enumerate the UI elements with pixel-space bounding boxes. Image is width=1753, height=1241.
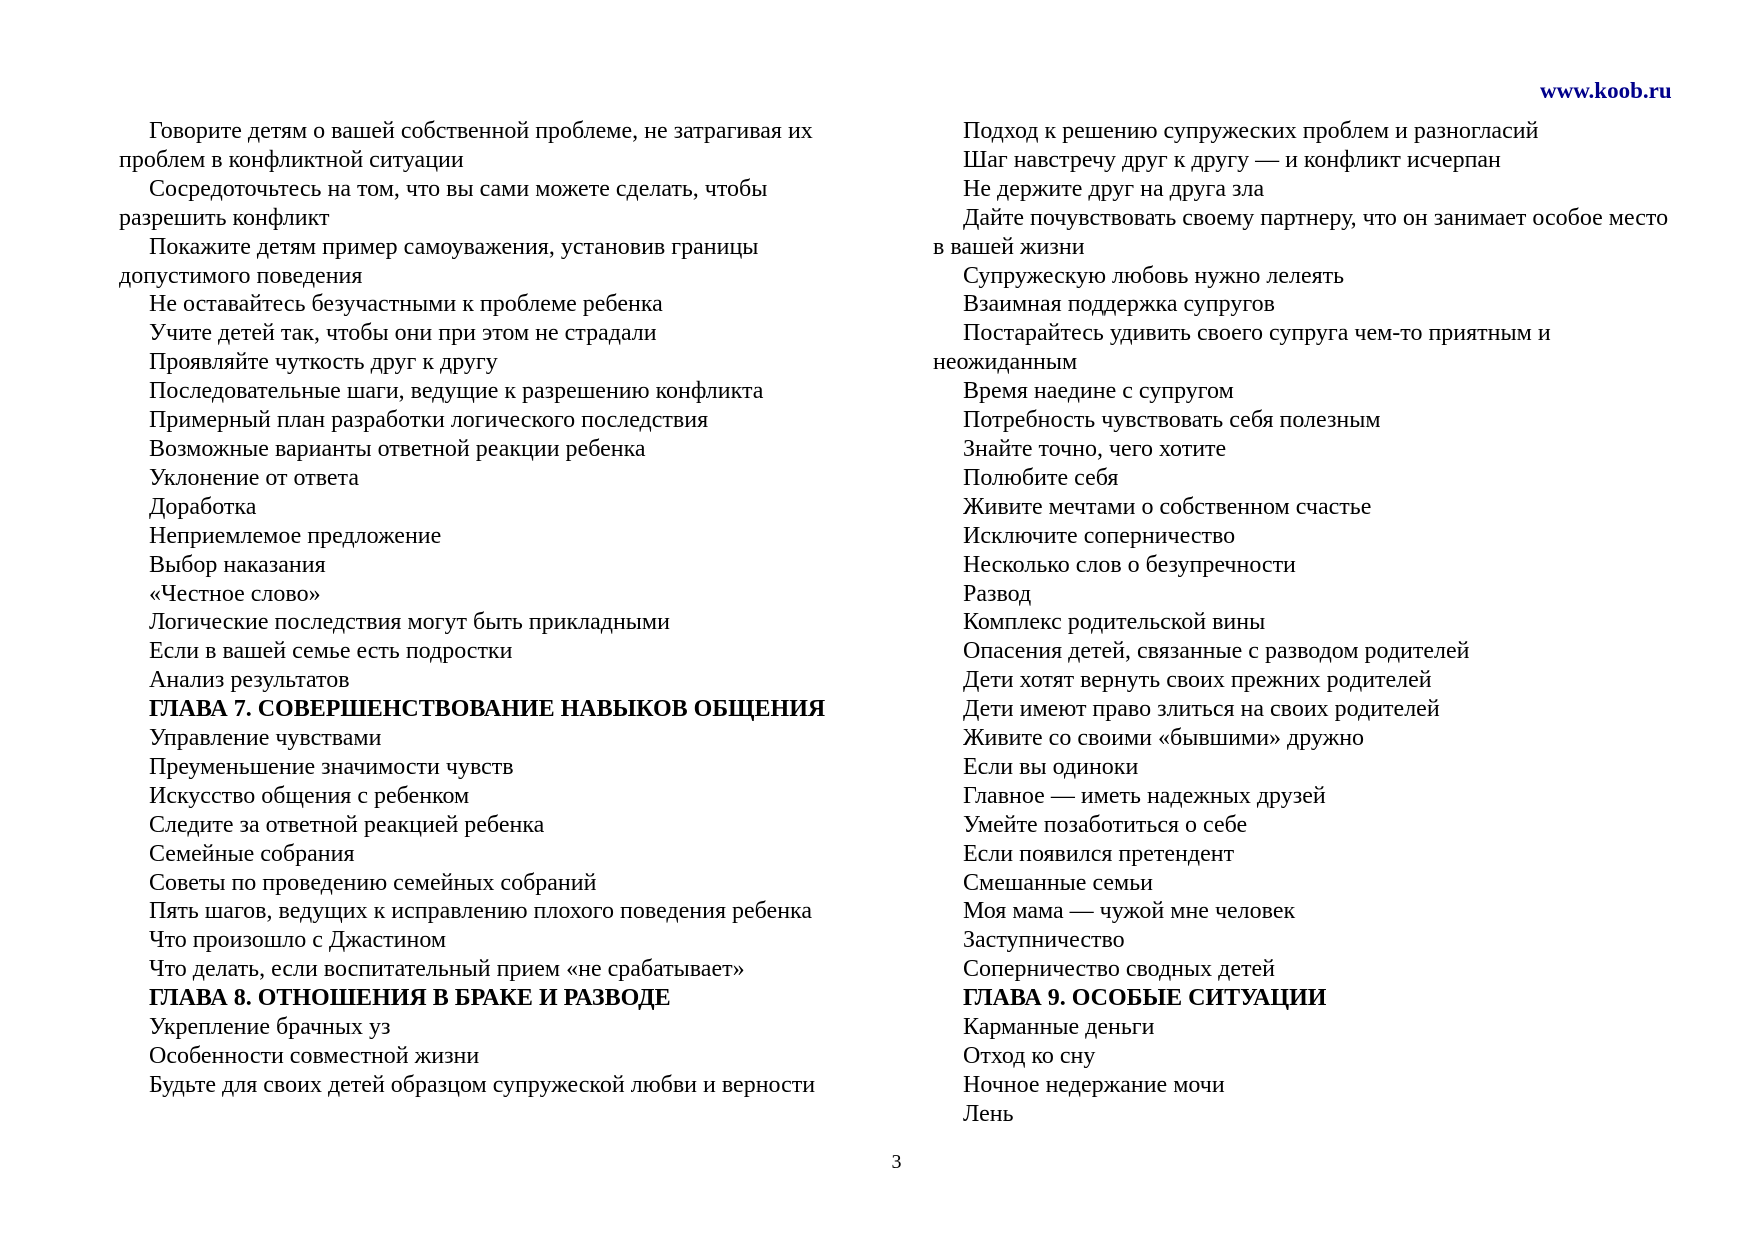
toc-entry: Если в вашей семье есть подростки xyxy=(149,638,513,665)
toc-entry: Живите мечтами о собственном счастье xyxy=(963,493,1372,520)
toc-entry: Дети хотят вернуть своих прежних родителей xyxy=(963,667,1432,694)
site-url-link[interactable]: www.koob.ru xyxy=(1540,78,1672,103)
toc-entry: Семейные собрания xyxy=(149,840,355,867)
toc-entry: Комплекс родительской вины xyxy=(963,609,1266,636)
toc-entry: Опасения детей, связанные с разводом родителей xyxy=(963,638,1470,665)
chapter-heading: ГЛАВА 8. ОТНОШЕНИЯ В БРАКЕ И РАЗВОДЕ xyxy=(149,985,671,1012)
toc-entry: Главное — иметь надежных друзей xyxy=(963,782,1326,809)
toc-entry: Сосредоточьтесь на том, что вы сами можете сделать, чтобы разрешить конфликт xyxy=(119,175,768,231)
toc-entry: Говорите детям о вашей собственной проблеме, не затрагивая их проблем в конфликтной ситуации xyxy=(119,118,813,173)
toc-right-column xyxy=(933,117,1683,1129)
toc-entry: Учите детей так, чтобы они при этом не страдали xyxy=(149,320,657,347)
toc-entry: Особенности совместной жизни xyxy=(149,1043,480,1069)
toc-entry: Смешанные семьи xyxy=(963,869,1154,896)
toc-entry: Если вы одиноки xyxy=(963,753,1139,780)
toc-entry: Моя мама — чужой мне человек xyxy=(963,898,1296,925)
toc-entry: Соперничество сводных детей xyxy=(963,956,1275,983)
toc-entry: Если появился претендент xyxy=(963,840,1235,867)
toc-entry: Потребность чувствовать себя полезным xyxy=(963,407,1381,434)
toc-entry: Дети имеют право злиться на своих родителей xyxy=(963,696,1440,723)
toc-entry: Искусство общения с ребенком xyxy=(149,782,470,809)
toc-entry: Постарайтесь удивить своего супруга чем-то приятным и неожиданным xyxy=(933,320,1551,376)
toc-entry: Дайте почувствовать своему партнеру, что он занимает особое место в вашей жизни xyxy=(933,204,1669,260)
toc-entry: Логические последствия могут быть прикладными xyxy=(149,609,670,636)
toc-entry: Укрепление брачных уз xyxy=(149,1014,391,1041)
toc-entry: Управление чувствами xyxy=(149,725,382,752)
toc-entry: Подход к решению супружеских проблем и разногласий xyxy=(963,118,1539,144)
toc-entry: Анализ результатов xyxy=(149,667,350,694)
toc-entry: Знайте точно, чего хотите xyxy=(963,435,1227,462)
toc-entry: Отход ко сну xyxy=(963,1043,1096,1069)
chapter-heading: ГЛАВА 7. СОВЕРШЕНСТВОВАНИЕ НАВЫКОВ ОБЩЕНИЯ xyxy=(149,696,826,723)
toc-entry: Заступничество xyxy=(963,927,1125,954)
toc-entry: Выбор наказания xyxy=(149,551,326,578)
toc-entry: Живите со своими «бывшими» дружно xyxy=(963,725,1365,752)
toc-entry: Возможные варианты ответной реакции ребенка xyxy=(149,435,646,462)
toc-entry: Несколько слов о безупречности xyxy=(963,551,1296,578)
chapter-heading: ГЛАВА 9. ОСОБЫЕ СИТУАЦИИ xyxy=(963,985,1327,1012)
toc-entry: Примерный план разработки логического последствия xyxy=(149,407,709,434)
toc-entry: Следите за ответной реакцией ребенка xyxy=(149,811,545,838)
toc-entry: Умейте позаботиться о себе xyxy=(963,811,1248,838)
toc-entry: Взаимная поддержка супругов xyxy=(963,291,1275,318)
toc-entry: Что произошло с Джастином xyxy=(149,927,447,954)
toc-entry: Что делать, если воспитательный прием «не срабатывает» xyxy=(149,956,745,983)
toc-entry: Преуменьшение значимости чувств xyxy=(149,753,514,780)
toc-entry: Будьте для своих детей образцом супружеской любви и верности xyxy=(149,1071,816,1098)
toc-entry: Советы по проведению семейных собраний xyxy=(149,869,597,896)
toc-entry: Покажите детям пример самоуважения, установив границы допустимого поведения xyxy=(119,233,759,289)
toc-entry: Не оставайтесь безучастными к проблеме ребенка xyxy=(149,291,663,318)
toc-entry: Пять шагов, ведущих к исправлению плохого поведения ребенка xyxy=(149,898,812,925)
toc-left-column xyxy=(119,117,869,1100)
toc-entry: Доработка xyxy=(149,493,257,520)
toc-entry: Проявляйте чуткость друг к другу xyxy=(149,349,498,376)
toc-entry: Полюбите себя xyxy=(963,464,1119,491)
toc-entry: Карманные деньги xyxy=(963,1014,1155,1041)
toc-entry: Неприемлемое предложение xyxy=(149,522,442,549)
toc-entry: Последовательные шаги, ведущие к разрешению конфликта xyxy=(149,378,764,405)
toc-entry: Супружескую любовь нужно лелеять xyxy=(963,262,1345,289)
toc-entry: Развод xyxy=(963,580,1032,607)
toc-entry: Время наедине с супругом xyxy=(963,378,1234,405)
page-number: 3 xyxy=(891,1151,902,1173)
toc-entry: «Честное слово» xyxy=(149,580,321,607)
toc-entry: Лень xyxy=(963,1100,1014,1127)
toc-entry: Исключите соперничество xyxy=(963,522,1236,549)
toc-entry: Ночное недержание мочи xyxy=(963,1071,1225,1098)
toc-entry: Не держите друг на друга зла xyxy=(963,175,1265,202)
toc-entry: Уклонение от ответа xyxy=(149,464,359,491)
toc-entry: Шаг навстречу друг к другу — и конфликт исчерпан xyxy=(963,146,1501,173)
